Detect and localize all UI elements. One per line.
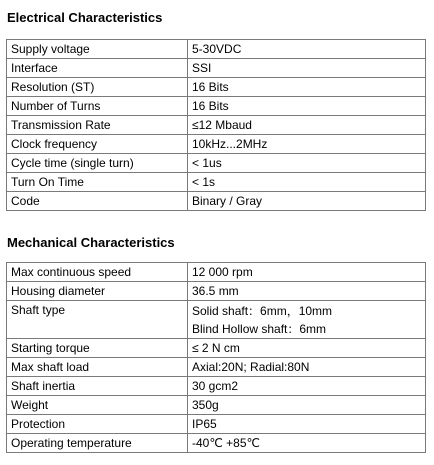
spec-value-line: Blind Hollow shaft：6mm [192,321,327,336]
table-row [7,377,426,396]
spec-value: 12 000 rpm [188,263,426,282]
spec-label: Starting torque [7,339,188,358]
mechanical-spec-table [6,262,426,453]
spec-label: Weight [7,396,188,415]
spec-value: Binary / Gray [188,192,426,211]
spec-value: 36.5 mm [188,282,426,301]
spec-label: Clock frequency [7,135,188,154]
spec-label: Cycle time (single turn) [7,154,188,173]
table-row [7,135,426,154]
spec-value: ≤ 2 N cm [188,339,426,358]
spec-value: 16 Bits [188,78,426,97]
table-row [7,358,426,377]
table-row [7,434,426,453]
table-row [7,192,426,211]
spec-label: Transmission Rate [7,116,188,135]
spec-value: SSI [188,59,426,78]
spec-value: 5-30VDC [188,40,426,59]
spec-value: 350g [188,396,426,415]
spec-label: Number of Turns [7,97,188,116]
spec-label: Turn On Time [7,173,188,192]
table-row [7,301,426,339]
spec-label: Operating temperature [7,434,188,453]
table-row [7,396,426,415]
spec-value: ≤12 Mbaud [188,116,426,135]
spec-label: Max shaft load [7,358,188,377]
spec-label: Interface [7,59,188,78]
spec-value: 10kHz...2MHz [188,135,426,154]
spec-value-multiline [188,301,426,339]
spec-label: Protection [7,415,188,434]
electrical-section-title: Electrical Characteristics [7,10,163,25]
table-row [7,154,426,173]
spec-value: 30 gcm2 [188,377,426,396]
table-row [7,339,426,358]
spec-label: Resolution (ST) [7,78,188,97]
table-row [7,116,426,135]
spec-label: Shaft type [7,301,188,339]
spec-value: Axial:20N; Radial:80N [188,358,426,377]
table-row [7,40,426,59]
mechanical-section-title: Mechanical Characteristics [7,235,175,250]
spec-value: IP65 [188,415,426,434]
table-row [7,78,426,97]
spec-label: Housing diameter [7,282,188,301]
spec-value-line: Solid shaft：6mm，10mm [192,303,333,318]
spec-label: Max continuous speed [7,263,188,282]
spec-value: 16 Bits [188,97,426,116]
table-row [7,173,426,192]
electrical-spec-table [6,39,426,211]
spec-value: -40℃ +85℃ [188,434,426,453]
table-row [7,59,426,78]
table-row [7,415,426,434]
spec-label: Supply voltage [7,40,188,59]
table-row [7,282,426,301]
spec-value: < 1s [188,173,426,192]
spec-label: Code [7,192,188,211]
spec-label: Shaft inertia [7,377,188,396]
spec-value: < 1us [188,154,426,173]
table-row [7,97,426,116]
table-row [7,263,426,282]
